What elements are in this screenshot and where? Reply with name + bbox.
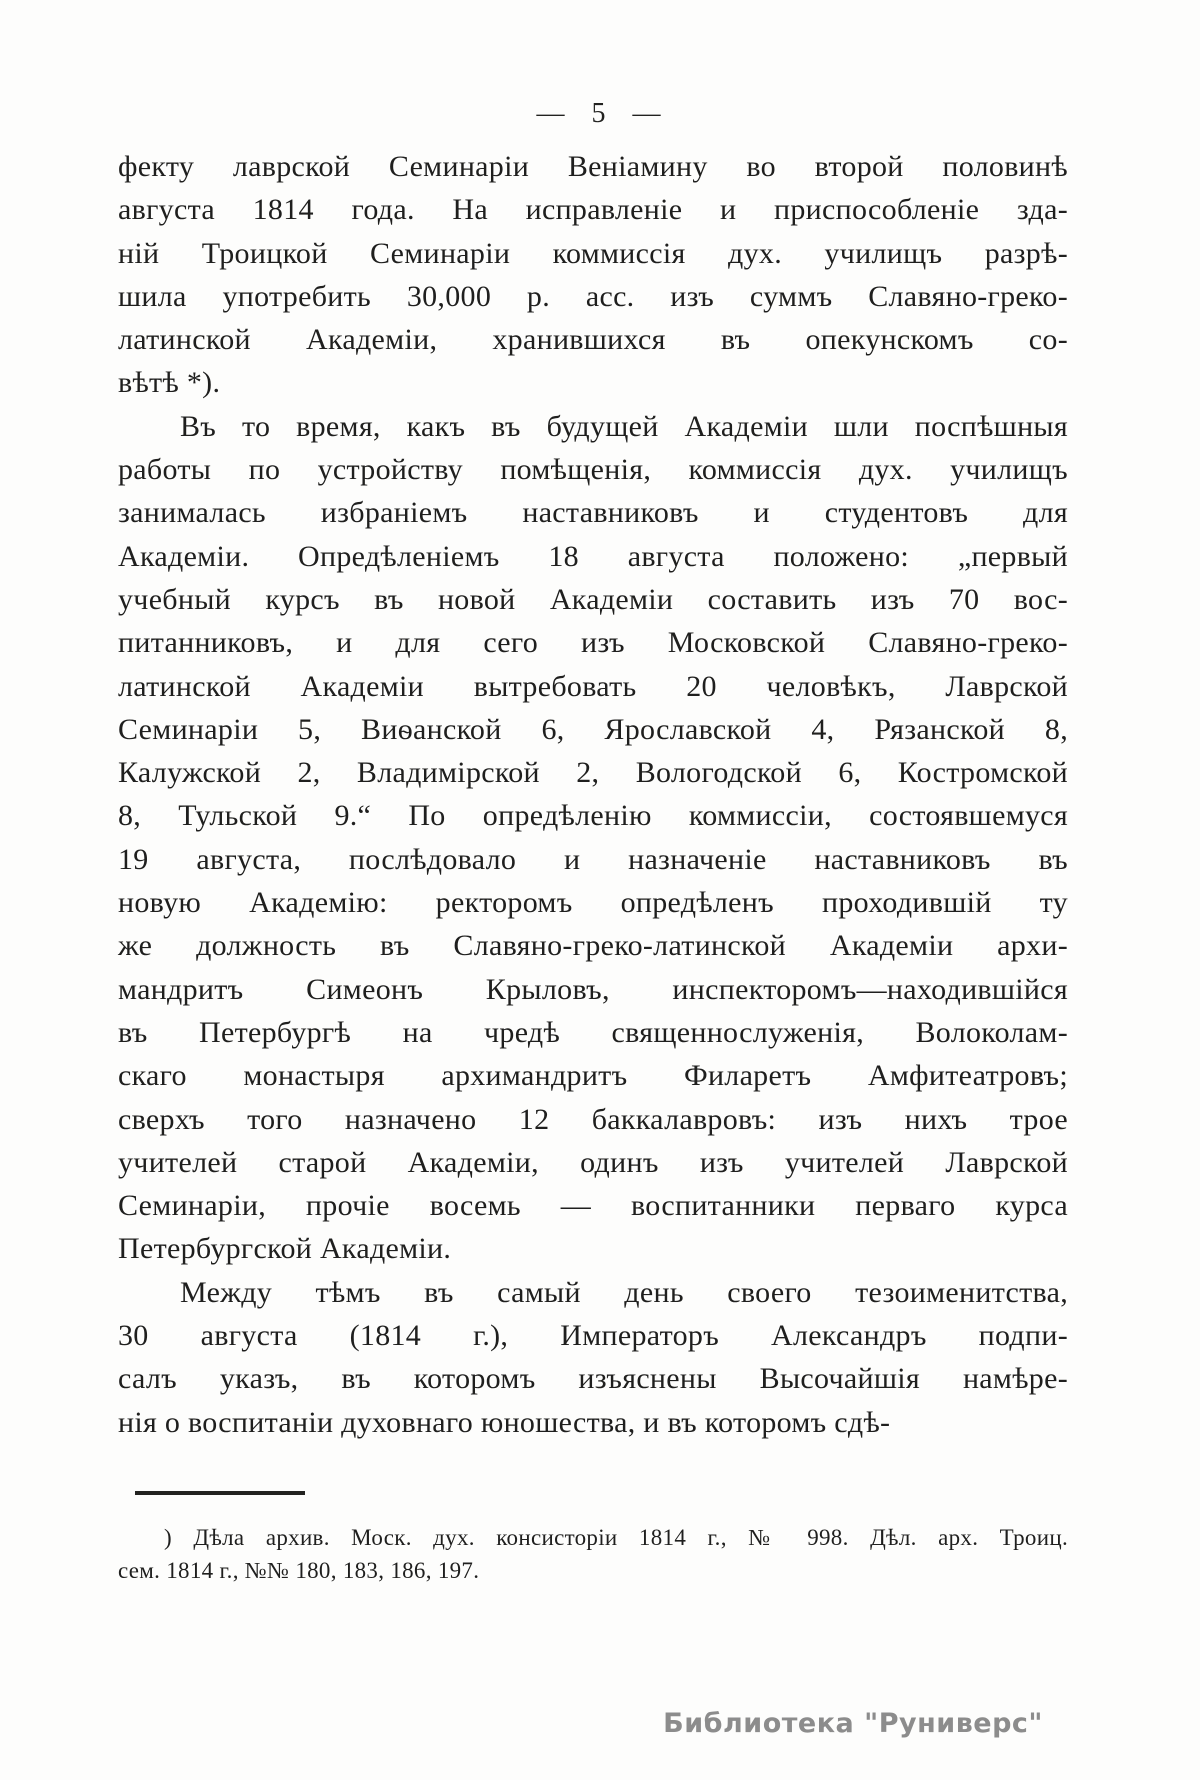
text-line: новую Академію: ректоромъ опредѣленъ проходившій ту [118,886,1068,920]
page-number: — 5 — [536,98,664,129]
paragraph-imperial-decree [118,1271,1068,1444]
text-line: августа 1814 года. На исправленіе и приспособленіе зда- [118,193,1068,227]
text-line: работы по устройству помѣщенія, коммиссія дух. училищъ [118,453,1068,487]
text-line: Академіи. Опредѣленіемъ 18 августа положено: „первый [118,539,1068,573]
text-line: Въ то время, какъ въ будущей Академіи шли поспѣшныя [180,409,1068,443]
text-line: латинской Академіи, хранившихся въ опекунскомъ со- [118,323,1068,357]
text-line: мандритъ Симеонъ Крыловъ, инспекторомъ—находившійся [118,972,1068,1006]
text-line: скаго монастыря архимандритъ Филаретъ Амфитеатровъ; [118,1059,1068,1093]
body-text [118,145,1068,1444]
text-line: сем. 1814 г., №№ 180, 183, 186, 197. [118,1558,480,1583]
text-line: же должность въ Славяно-греко-латинской Академіи архи- [118,929,1068,963]
text-line: Калужской 2, Владимірской 2, Вологодской 6, Костромской [118,756,1068,790]
text-line: салъ указъ, въ которомъ изъяснены Высочайшія намѣре- [118,1362,1068,1396]
text-line: 19 августа, послѣдовало и назначеніе наставниковъ въ [118,842,1068,876]
text-line: въ Петербургѣ на чредѣ священнослуженія, Волоколам- [118,1015,1068,1049]
text-line: Между тѣмъ въ самый день своего тезоименитства, [180,1275,1068,1309]
paragraph-selection-of-students [118,405,1068,1271]
text-line: шила употребить 30,000 р. асс. изъ суммъ Славяно-греко- [118,279,1068,313]
text-line: 30 августа (1814 г.), Императоръ Александръ подпи- [118,1319,1068,1353]
text-line: ) Дѣла архив. Моск. дух. консисторіи 1814 г., № 998. Дѣл. арх. Троиц. [164,1525,1068,1550]
text-line: фекту лаврской Семинаріи Веніамину во второй половинѣ [118,150,1068,183]
footnote-separator-rule [135,1491,305,1495]
text-line: учебный курсъ въ новой Академіи составить изъ 70 вос- [118,582,1068,616]
library-watermark: Библиотека "Руниверс" [663,1708,1043,1739]
text-line: ній Троицкой Семинаріи коммиссія дух. училищъ разрѣ- [118,236,1068,270]
text-line: Петербургской Академіи. [118,1232,452,1266]
footnote-text [118,1521,1068,1587]
text-line: питанниковъ, и для сего изъ Московской Славяно-греко- [118,626,1068,660]
text-line: Семинаріи, прочіе восемь — воспитанники перваго курса [118,1189,1068,1223]
text-line: учителей старой Академіи, одинъ изъ учителей Лаврской [118,1145,1068,1179]
text-line: нія о воспитаніи духовнаго юношества, и въ которомъ сдѣ- [118,1405,891,1439]
paragraph-continuation [118,145,1068,405]
text-line: латинской Академіи вытребовать 20 человѣкъ, Лаврской [118,669,1068,703]
text-line: вѣтѣ *). [118,366,221,400]
text-line: занималась избраніемъ наставниковъ и студентовъ для [118,496,1068,530]
text-line: сверхъ того назначено 12 баккалавровъ: изъ нихъ трое [118,1102,1068,1136]
text-line: Семинаріи 5, Виѳанской 6, Ярославской 4, Рязанской 8, [118,712,1068,746]
footnote [118,1521,1068,1587]
text-line: 8, Тульской 9.“ По опредѣленію коммиссіи, состоявшемуся [118,799,1068,833]
